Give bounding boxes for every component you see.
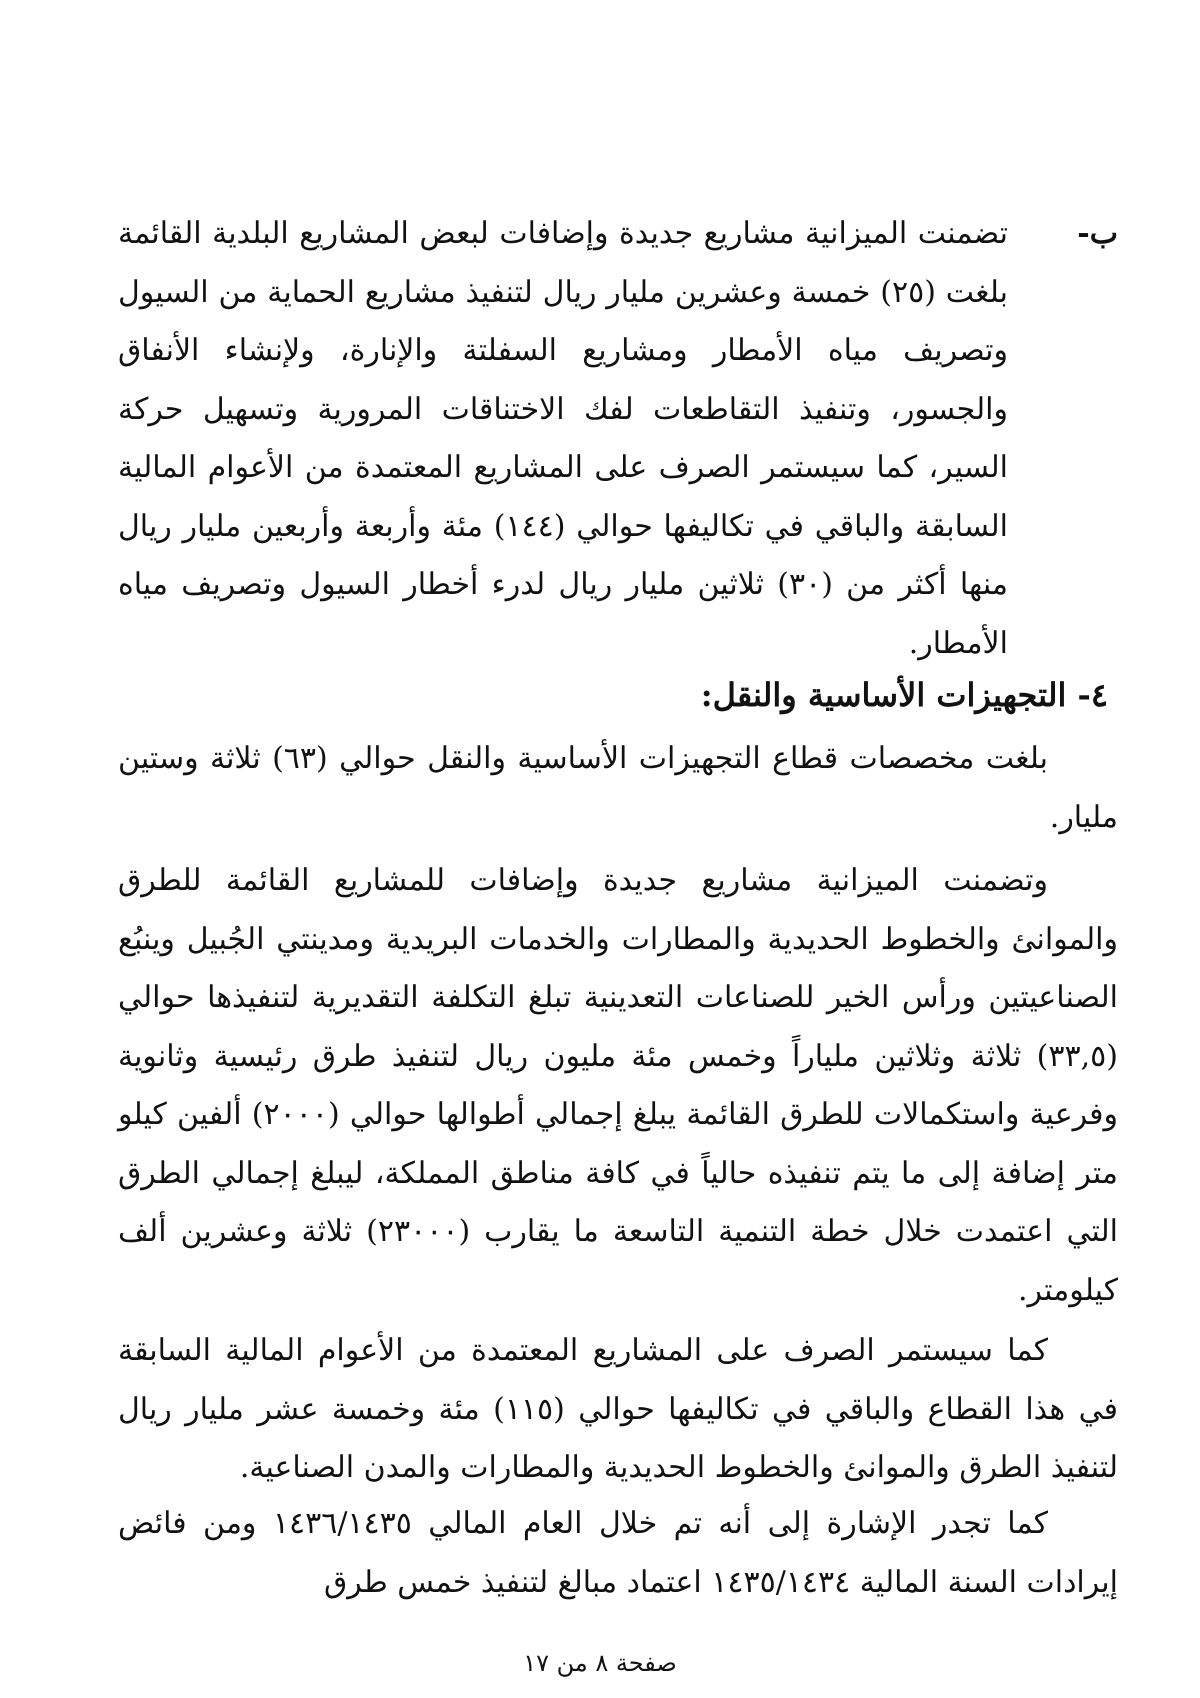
section-heading: ٤- التجهيزات الأساسية والنقل: [700, 676, 1108, 714]
page-number: صفحة ٨ من ١٧ [523, 1649, 677, 1677]
list-marker: ب- [1077, 216, 1118, 251]
paragraph-surplus-funding: كما تجدر الإشارة إلى أنه تم خلال العام المالي ١٤٣٦/١٤٣٥ ومن فائض إيرادات السنة المالية ١٤٣٥/١٤٣٤ اعتماد مبالغ لتنفيذ خمس طرق [118, 1506, 1118, 1600]
list-item-b [118, 205, 1118, 673]
list-item-text: تضمنت الميزانية مشاريع جديدة وإضافات لبعض المشاريع البلدية القائمة بلغت (٢٥) خمسة وعشرين مليار ريال لتنفيذ مشاريع الحماية من السيول وتصريف مياه الأمطار ومشاريع السفلتة والإنارة، ولإنشاء الأنفاق والجسور، وتنفيذ التقاطعات لفك الاختناقات المرورية وتسهيل حركة السير، كما سيستمر الصرف على المشاريع المعتمدة من الأعوام المالية السابقة والباقي في تكاليفها حوالي (١٤٤) مئة وأربعة وأربعين مليار ريال منها أكثر من (٣٠) ثلاثين مليار ريال لدرء أخطار السيول وتصريف مياه الأمطار. [118, 216, 1009, 661]
paragraph-allocations: بلغت مخصصات قطاع التجهيزات الأساسية والنقل حوالي (٦٣) ثلاثة وستين مليار. [118, 741, 1118, 835]
paragraph-ongoing-spending: كما سيستمر الصرف على المشاريع المعتمدة من الأعوام المالية السابقة في هذا القطاع والباقي في تكاليفها حوالي (١١٥) مئة وخمسة عشر مليار ريال لتنفيذ الطرق والموانئ والخطوط الحديدية والمطارات والمدن الصناعية. [118, 1333, 1118, 1485]
paragraph-new-projects: وتضمنت الميزانية مشاريع جديدة وإضافات للمشاريع القائمة للطرق والموانئ والخطوط الحديدية والمطارات والخدمات البريدية ومدينتي الجُبيل وينبُع الصناعيتين ورأس الخير للصناعات التعدينية تبلغ التكلفة التقديرية لتنفيذها حوالي (٣٣,٥) ثلاثة وثلاثين ملياراً وخمس مئة مليون ريال لتنفيذ طرق رئيسية وثانوية وفرعية واستكمالات للطرق القائمة يبلغ إجمالي أطوالها حوالي (٢٠٠٠) ألفين كيلو متر إضافة إلى ما يتم تنفيذه حالياً في كافة مناطق المملكة، ليبلغ إجمالي الطرق التي اعتمدت خلال خطة التنمية التاسعة ما يقارب (٢٣٠٠٠) ثلاثة وعشرين ألف كيلومتر. [118, 863, 1118, 1308]
